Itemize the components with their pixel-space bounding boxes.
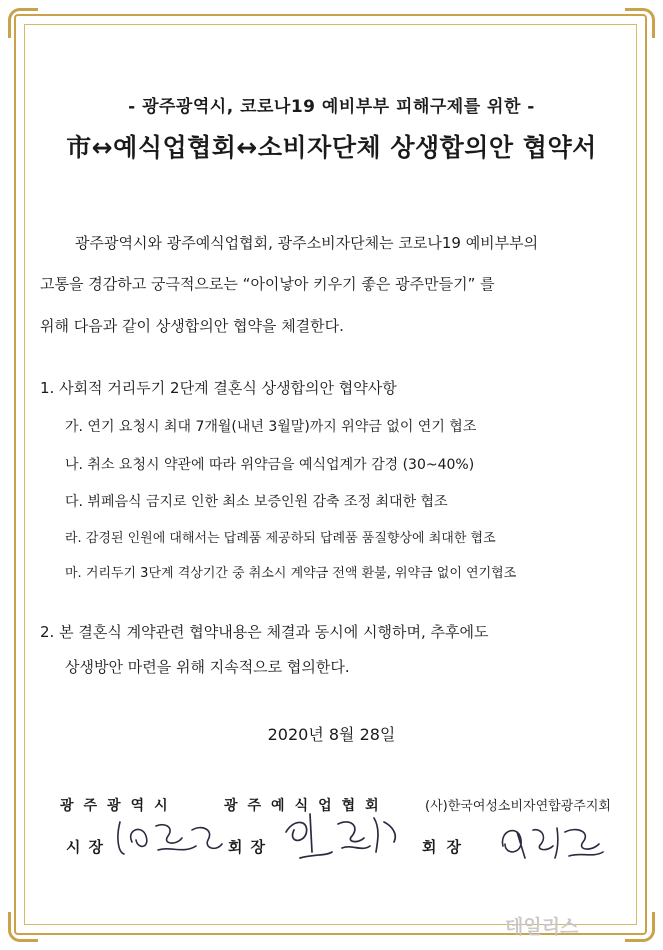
document-title: 市↔예식업협회↔소비자단체 상생합의안 협약서 <box>66 133 597 162</box>
signatory-role-president: 회장 <box>228 838 273 856</box>
section-1-heading: 1. 사회적 거리두기 2단계 결혼식 상생합의안 협약사항 <box>40 379 397 397</box>
frame-corner-ornament <box>625 912 655 942</box>
signatory-org-wedding-association: 광주예식업협회 <box>224 798 389 814</box>
frame-corner-ornament <box>8 912 38 942</box>
wedding-association-president-signature <box>280 808 405 868</box>
intro-line: 광주광역시와 광주예식업협회, 광주소비자단체는 코로나19 예비부부의 <box>75 234 539 252</box>
signatory-role-president: 회장 <box>422 838 471 856</box>
signatory-org-consumer-group: (사)한국여성소비자연합광주지회 <box>425 799 611 814</box>
intro-line: 고통을 경감하고 궁극적으로는 “아이낳아 키우기 좋은 광주만들기” 를 <box>40 275 495 293</box>
signatory-org-city: 광주광역시 <box>60 798 178 814</box>
mayor-signature <box>112 812 227 862</box>
agreement-item-na: 나. 취소 요청시 약관에 따라 위약금을 예식업계가 감경 (30~40%) <box>65 457 475 473</box>
agreement-item-ga: 가. 연기 요청시 최대 7개월(내년 3월말)까지 위약금 없이 연기 협조 <box>65 419 477 435</box>
intro-line: 위해 다음과 같이 상생합의안 협약을 체결한다. <box>40 317 344 335</box>
agreement-item-ra: 라. 감경된 인원에 대해서는 답례품 제공하되 답례품 품질향상에 최대한 협조 <box>65 531 496 546</box>
section-2-line: 상생방안 마련을 위해 지속적으로 협의한다. <box>65 658 350 676</box>
consumer-group-president-signature <box>495 818 610 863</box>
agreement-item-da: 다. 뷔페음식 금지로 인한 최소 보증인원 감축 조정 최대한 협조 <box>65 494 448 510</box>
document-subtitle: - 광주광역시, 코로나19 예비부부 피해구제를 위한 - <box>128 97 535 117</box>
watermark: 데일리스 <box>505 916 579 938</box>
section-2-line: 2. 본 결혼식 계약관련 협약내용은 체결과 동시에 시행하며, 추후에도 <box>40 623 489 641</box>
signatory-role-mayor: 시장 <box>66 838 111 856</box>
agreement-item-ma: 마. 거리두기 3단계 격상기간 중 취소시 계약금 전액 환불, 위약금 없이 연기협조 <box>65 566 517 581</box>
frame-corner-ornament <box>8 8 38 38</box>
frame-corner-ornament <box>625 8 655 38</box>
agreement-date: 2020년 8월 28일 <box>267 725 396 744</box>
